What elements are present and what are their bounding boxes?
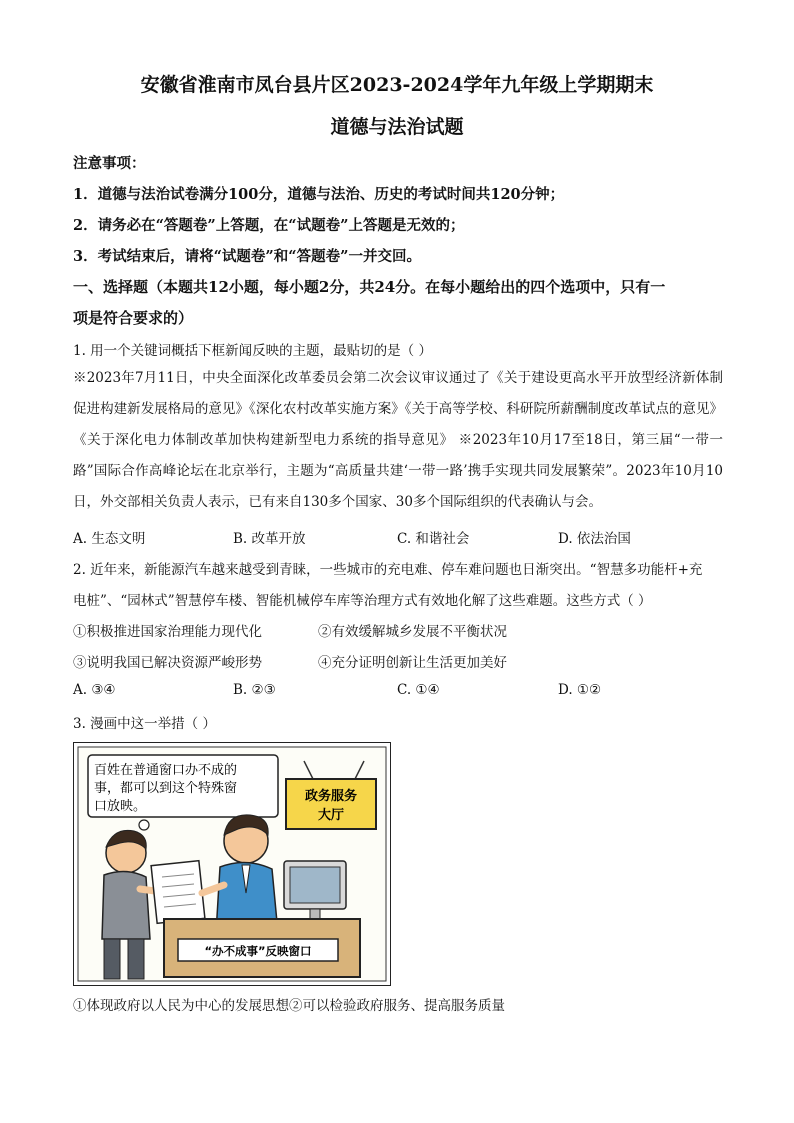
q2-statement-4: ④充分证明创新让生活更加美好 (318, 655, 507, 671)
q1-option-b: B. 改革开放 (233, 531, 306, 547)
q2-option-b: B. ②③ (233, 682, 276, 698)
q2-statement-3: ③说明我国已解决资源严峻形势 (73, 655, 262, 671)
note-item-2: 2．请务必在“答题卷”上答题，在“试题卷”上答题是无效的； (73, 217, 465, 234)
q2-option-d: D. ①② (558, 682, 602, 698)
bubble-line-2: 事，都可以到这个特殊窗 (94, 781, 238, 796)
q1-option-d: D. 依法治国 (558, 531, 631, 547)
question-1-stem: 1. 用一个关键词概括下框新闻反映的主题，最贴切的是（ ） (73, 343, 432, 359)
q2-statement-1: ①积极推进国家治理能力现代化 (73, 624, 262, 640)
comic-illustration (73, 742, 391, 986)
question-2-stem: 2. 近年来，新能源汽车越来越受到青睐，一些城市的充电难、停车难问题也日渐突出。“智慧多功能杆+充 (73, 562, 703, 578)
q2-statement-2: ②有效缓解城乡发展不平衡状况 (318, 624, 507, 640)
bubble-line-1: 百姓在普通窗口办不成的 (94, 763, 238, 778)
exam-title: 安徽省淮南市凤台县片区2023-2024学年九年级上学期期末 (140, 74, 654, 96)
service-counter (164, 919, 360, 977)
note-item-1: 1．道德与法治试卷满分100分，道德与法治、历史的考试时间共120分钟； (73, 186, 565, 203)
sign-line-1: 政务服务 (304, 789, 358, 804)
notes-heading: 注意事项： (73, 155, 146, 172)
section-heading: 一、选择题（本题共12小题，每小题2分，共24分。在每小题给出的四个选项中，只有一 (73, 278, 666, 296)
document-icon (151, 861, 205, 924)
bubble-line-3: 口放映。 (94, 799, 147, 814)
question-3-stem: 3. 漫画中这一举措（ ） (73, 716, 216, 732)
q1-option-a: A. 生态文明 (73, 531, 146, 547)
question-3-statements: ①体现政府以人民为中心的发展思想②可以检验政府服务、提高服务质量 (73, 998, 505, 1014)
sign-line-2: 大厅 (317, 808, 345, 823)
counter-label: “办不成事”反映窗口 (204, 944, 312, 958)
section-heading-cont: 项是符合要求的） (73, 309, 194, 327)
q2-option-a: A. ③④ (73, 682, 116, 698)
q2-option-c: C. ①④ (397, 682, 440, 698)
q1-option-c: C. 和谐社会 (397, 531, 470, 547)
note-item-3: 3．考试结束后，请将“试题卷”和“答题卷”一并交回。 (73, 248, 421, 265)
exam-subtitle: 道德与法治试题 (330, 116, 464, 138)
question-1-material: ※2023年7月11日，中央全面深化改革委员会第二次会议审议通过了《关于建设更高水平开放型经济新体制促进构建新发展格局的意见》《深化农村改革实施方案》《关于高等学校、科研院所薪酬制度改革试点的意见》《关于深化电力体制改革加快构建新型电力系统的指导意见》 ※2023年10月17至18日，第三届“一带一路”国际合作高峰论坛在北京举行，主题为“高质量共建‘一带一路’携手实现共同发展繁荣”。2023年10月10日，外交部相关负责人表示，已有来自130多个国家、30多个国际组织的代表确认与会。 (73, 370, 723, 510)
question-2-stem-cont: 电桩”、“园林式”智慧停车楼、智能机械停车库等治理方式有效地化解了这些难题。这些方式（ ） (73, 593, 652, 609)
